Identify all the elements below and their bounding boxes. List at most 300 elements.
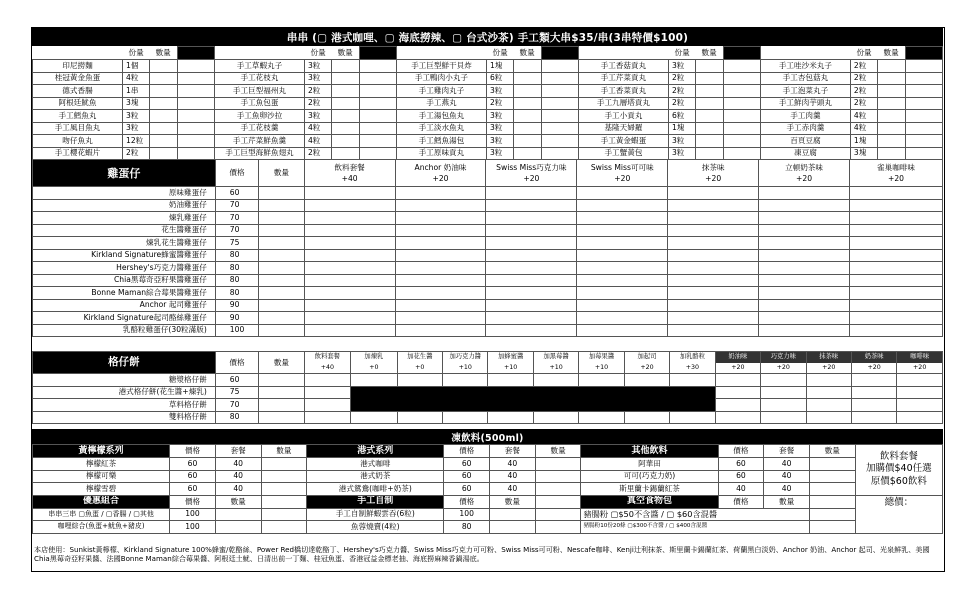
- addon-checkbox[interactable]: [579, 411, 624, 424]
- addon-checkbox[interactable]: [304, 199, 395, 212]
- egg-waffle-item: Anchor 起司雞蛋仔: [33, 299, 216, 312]
- skewer-qty-input[interactable]: [514, 135, 541, 148]
- addon-checkbox[interactable]: [761, 399, 806, 412]
- qty-header: 數量: [261, 445, 307, 458]
- addon-checkbox[interactable]: [761, 374, 806, 387]
- skewer-item-name: 手工魚包蛋: [214, 97, 304, 110]
- addon-checkbox[interactable]: [304, 324, 395, 337]
- set-header: 套餐: [490, 445, 536, 458]
- addon-checkbox[interactable]: [579, 374, 624, 387]
- qty-input[interactable]: [259, 386, 304, 399]
- skewer-item-name: 凍豆腐: [760, 147, 850, 160]
- addon-checkbox[interactable]: [759, 249, 850, 262]
- qty-input[interactable]: [259, 312, 304, 325]
- addon-checkbox[interactable]: [304, 386, 350, 399]
- skewer-qty-input[interactable]: [878, 72, 905, 85]
- skewer-item-name: 基隆天婦羅: [578, 122, 668, 135]
- qty-input[interactable]: [259, 374, 304, 387]
- qty-input[interactable]: [259, 224, 304, 237]
- qty-header: 數量: [764, 495, 810, 508]
- skewer-qty-input[interactable]: [150, 85, 177, 98]
- skewer-blank-cell: [541, 110, 578, 123]
- addon-checkbox[interactable]: [395, 249, 486, 262]
- skewer-qty-input[interactable]: [878, 60, 905, 73]
- skewer-qty-input[interactable]: [878, 110, 905, 123]
- skewer-item-portion: 3塊: [122, 97, 149, 110]
- addon-checkbox[interactable]: [486, 299, 577, 312]
- qty-input[interactable]: [490, 521, 536, 534]
- addon-checkbox[interactable]: [577, 212, 668, 225]
- addon-checkbox[interactable]: [668, 274, 759, 287]
- addon-checkbox[interactable]: [897, 386, 943, 399]
- skewer-item-name: 手工肉羹: [760, 110, 850, 123]
- qty-input[interactable]: [259, 199, 304, 212]
- addon-checkbox[interactable]: [668, 324, 759, 337]
- skewer-qty-input[interactable]: [514, 122, 541, 135]
- qty-input[interactable]: [809, 470, 855, 483]
- addon-price: +10: [458, 363, 472, 371]
- skewer-item-portion: 2粒: [486, 97, 513, 110]
- addon-checkbox[interactable]: [851, 411, 896, 424]
- skewer-qty-input[interactable]: [878, 147, 905, 160]
- skewer-qty-input[interactable]: [332, 97, 359, 110]
- qty-input[interactable]: [259, 249, 304, 262]
- qty-input[interactable]: [259, 274, 304, 287]
- addon-name: 抹茶味: [807, 352, 851, 362]
- addon-checkbox[interactable]: [304, 411, 350, 424]
- skewer-item-portion: 2粒: [304, 97, 331, 110]
- addon-checkbox[interactable]: [759, 274, 850, 287]
- addon-checkbox[interactable]: [395, 199, 486, 212]
- portion-header: 份量: [128, 47, 144, 57]
- addon-checkbox[interactable]: [577, 287, 668, 300]
- skewer-item-name: 手工黃金蝦蛋: [578, 135, 668, 148]
- addon-checkbox[interactable]: [806, 374, 851, 387]
- skewer-qty-input[interactable]: [696, 60, 723, 73]
- addon-checkbox[interactable]: [897, 411, 943, 424]
- addon-checkbox[interactable]: [395, 299, 486, 312]
- addon-checkbox[interactable]: [395, 312, 486, 325]
- qty-input[interactable]: [259, 212, 304, 225]
- addon-checkbox[interactable]: [486, 324, 577, 337]
- skewer-qty-input[interactable]: [878, 122, 905, 135]
- addon-checkbox[interactable]: [577, 237, 668, 250]
- skewer-qty-input[interactable]: [878, 135, 905, 148]
- addon-name: 立頓奶茶味: [785, 163, 824, 172]
- skewer-qty-input[interactable]: [332, 85, 359, 98]
- skewer-blank-cell: [177, 60, 214, 73]
- blank-cell: [535, 508, 581, 521]
- addon-checkbox[interactable]: [577, 299, 668, 312]
- skewer-blank-cell: [905, 72, 942, 85]
- addon-checkbox[interactable]: [851, 374, 896, 387]
- skewer-qty-input[interactable]: [878, 85, 905, 98]
- addon-checkbox[interactable]: [351, 411, 397, 424]
- addon-checkbox[interactable]: [304, 187, 395, 200]
- addon-checkbox[interactable]: [759, 237, 850, 250]
- skewer-item-name: 手工香菇貢丸: [578, 60, 668, 73]
- addon-name: 雀巢咖啡味: [877, 163, 915, 172]
- drink-price: 60: [444, 483, 490, 496]
- skewer-item-name: 手工泡菜丸子: [760, 85, 850, 98]
- addon-checkbox[interactable]: [668, 237, 759, 250]
- skewer-item-name: 手工魚卵沙拉: [214, 110, 304, 123]
- addon-checkbox[interactable]: [668, 199, 759, 212]
- addon-checkbox[interactable]: [577, 262, 668, 275]
- addon-checkbox[interactable]: [304, 399, 350, 412]
- skewer-col-spacer: [760, 47, 850, 60]
- waffle-addon-header: [579, 352, 624, 374]
- egg-waffle-section: [32, 159, 943, 337]
- addon-checkbox[interactable]: [761, 386, 806, 399]
- drink-set-price: 40: [764, 470, 810, 483]
- skewer-qty-input[interactable]: [514, 85, 541, 98]
- addon-checkbox[interactable]: [486, 249, 577, 262]
- addon-checkbox[interactable]: [715, 374, 760, 387]
- grid-waffle-section: [32, 351, 943, 424]
- skewer-qty-input[interactable]: [696, 122, 723, 135]
- addon-checkbox[interactable]: [577, 324, 668, 337]
- skewer-blank-cell: [905, 97, 942, 110]
- addon-checkbox[interactable]: [624, 411, 669, 424]
- drink-group-title: 其他飲料: [581, 445, 718, 458]
- addon-checkbox[interactable]: [577, 199, 668, 212]
- addon-checkbox[interactable]: [304, 287, 395, 300]
- skewer-qty-input[interactable]: [332, 72, 359, 85]
- drink-group-title: 黃檸檬系列: [33, 445, 170, 458]
- skewer-header-fill: [905, 47, 942, 60]
- skewer-blank-cell: [359, 147, 396, 160]
- skewer-item-portion: 4粒: [850, 122, 877, 135]
- addon-price: +0: [369, 363, 379, 371]
- addon-checkbox[interactable]: [486, 224, 577, 237]
- drinks-table: [32, 444, 943, 534]
- addon-checkbox[interactable]: [486, 274, 577, 287]
- skewer-qty-input[interactable]: [150, 122, 177, 135]
- addon-checkbox[interactable]: [850, 187, 943, 200]
- addon-checkbox[interactable]: [304, 249, 395, 262]
- addon-checkbox[interactable]: [304, 299, 395, 312]
- skewer-qty-input[interactable]: [696, 85, 723, 98]
- addon-name: 奶茶味: [852, 352, 896, 362]
- waffle-addon-header: [761, 352, 806, 374]
- blank-cell: [261, 521, 307, 534]
- addon-checkbox[interactable]: [533, 374, 578, 387]
- combo-item: 咖哩綜合(魚蛋+魷魚+豬皮): [33, 521, 170, 534]
- skewer-blank-cell: [541, 122, 578, 135]
- addon-checkbox[interactable]: [850, 199, 943, 212]
- set-note-line: 飲料套餐: [879, 450, 918, 462]
- addon-checkbox[interactable]: [397, 411, 442, 424]
- addon-checkbox[interactable]: [668, 187, 759, 200]
- addon-checkbox[interactable]: [668, 312, 759, 325]
- qty-input[interactable]: [259, 262, 304, 275]
- addon-checkbox[interactable]: [668, 212, 759, 225]
- portion-header: 份量: [856, 47, 872, 57]
- addon-checkbox[interactable]: [668, 224, 759, 237]
- addon-name: 巧克力味: [761, 352, 805, 362]
- skewer-qty-input[interactable]: [696, 110, 723, 123]
- drink-item: 港式鴛鴦(咖啡+奶茶): [307, 483, 444, 496]
- addon-checkbox[interactable]: [850, 324, 943, 337]
- blank-cell: [535, 521, 581, 534]
- addon-checkbox[interactable]: [397, 374, 442, 387]
- qty-input[interactable]: [215, 521, 261, 534]
- addon-name: 飲料套餐: [314, 353, 340, 361]
- egg-waffle-title: 雞蛋仔: [33, 160, 216, 187]
- qty-input[interactable]: [535, 470, 581, 483]
- addon-checkbox[interactable]: [486, 199, 577, 212]
- skewer-blank-cell: [541, 72, 578, 85]
- skewer-blank-cell: [723, 97, 760, 110]
- qty-input[interactable]: [809, 521, 855, 534]
- skewer-qty-input[interactable]: [150, 147, 177, 160]
- egg-waffle-price: 80: [215, 287, 258, 300]
- skewer-item-name: 手工原味貢丸: [396, 147, 486, 160]
- addon-checkbox[interactable]: [850, 212, 943, 225]
- qty-input[interactable]: [259, 299, 304, 312]
- skewer-qty-input[interactable]: [150, 110, 177, 123]
- addon-checkbox[interactable]: [395, 287, 486, 300]
- qty-input[interactable]: [809, 508, 855, 521]
- addon-checkbox[interactable]: [395, 324, 486, 337]
- addon-checkbox[interactable]: [715, 399, 760, 412]
- addon-checkbox[interactable]: [395, 212, 486, 225]
- addon-checkbox[interactable]: [304, 312, 395, 325]
- skewer-item-name: 手工鮮肉芋頭丸: [760, 97, 850, 110]
- addon-checkbox[interactable]: [304, 237, 395, 250]
- skewer-qty-input[interactable]: [332, 147, 359, 160]
- addon-checkbox[interactable]: [668, 249, 759, 262]
- waffle-addon-header: [670, 352, 715, 374]
- addon-checkbox[interactable]: [851, 386, 896, 399]
- qty-header: 數量: [701, 47, 717, 57]
- skewer-qty-input[interactable]: [696, 97, 723, 110]
- skewer-item-name: 手工花枝羹: [214, 122, 304, 135]
- skewer-qty-input[interactable]: [332, 135, 359, 148]
- skewer-header-fill: [723, 47, 760, 60]
- skewer-item-name: 手工哇沙米丸子: [760, 60, 850, 73]
- qty-input[interactable]: [259, 187, 304, 200]
- addon-checkbox[interactable]: [577, 187, 668, 200]
- addon-checkbox[interactable]: [759, 212, 850, 225]
- addon-checkbox[interactable]: [715, 386, 760, 399]
- qty-input[interactable]: [259, 237, 304, 250]
- addon-checkbox[interactable]: [897, 399, 943, 412]
- addon-checkbox[interactable]: [715, 411, 760, 424]
- handmade-item: 魚蓉燒賣(4粒): [307, 521, 444, 534]
- qty-input[interactable]: [259, 287, 304, 300]
- skewer-item-portion: 2粒: [304, 147, 331, 160]
- skewer-item-portion: 4粒: [304, 122, 331, 135]
- addon-checkbox[interactable]: [759, 199, 850, 212]
- addon-checkbox[interactable]: [486, 262, 577, 275]
- addon-checkbox[interactable]: [304, 224, 395, 237]
- skewer-qty-input[interactable]: [332, 122, 359, 135]
- addon-checkbox[interactable]: [533, 411, 578, 424]
- addon-checkbox[interactable]: [577, 224, 668, 237]
- grid-waffle-price: 80: [215, 411, 258, 424]
- skewer-item-portion: 3粒: [304, 72, 331, 85]
- addon-checkbox[interactable]: [668, 262, 759, 275]
- addon-price: +10: [594, 363, 609, 371]
- addon-checkbox[interactable]: [850, 287, 943, 300]
- skewer-qty-input[interactable]: [150, 72, 177, 85]
- skewer-qty-input[interactable]: [696, 147, 723, 160]
- skewer-qty-input[interactable]: [514, 147, 541, 160]
- skewer-item-portion: 2粒: [304, 85, 331, 98]
- qty-input[interactable]: [259, 399, 304, 412]
- addon-checkbox[interactable]: [850, 312, 943, 325]
- addon-checkbox[interactable]: [850, 237, 943, 250]
- waffle-addon-header: [624, 352, 669, 374]
- drink-price: 60: [170, 483, 216, 496]
- addon-checkbox[interactable]: [443, 411, 488, 424]
- skewer-blank-cell: [359, 97, 396, 110]
- qty-input[interactable]: [261, 458, 307, 471]
- skewer-blank-cell: [541, 85, 578, 98]
- skewer-qty-input[interactable]: [150, 60, 177, 73]
- skewer-qty-input[interactable]: [696, 72, 723, 85]
- addon-price: +0: [415, 363, 425, 371]
- qty-input[interactable]: [535, 458, 581, 471]
- handmade-title: 手工自制: [307, 495, 444, 508]
- ingredients-footer: 本店使用：Sunkist黃檸檬、Kirkland Signature 100%蜂蜜/乾酪絲、Power Red橋切達乾酪丁、Hershey's巧克力醬、Swiss Miss巧克力可可粉、Swiss Miss可可粉、Nescafe咖啡、Kenji辻利抹茶、斯里蘭卡錫蘭紅茶、荷蘭黑白淡奶、Anchor 奶油、Anchor 起司、光泉鮮乳、美國Chia黑莓奇亞籽果醬、法國Bonne Maman綜合莓果醬、阿根廷土魷、日清出前一丁麵、桂冠魚蛋、香港冠益金標老抽、海底撈麻辣香鍋湯底。: [34, 545, 930, 563]
- addon-checkbox[interactable]: [395, 187, 486, 200]
- addon-checkbox[interactable]: [850, 274, 943, 287]
- qty-input[interactable]: [259, 324, 304, 337]
- qty-input[interactable]: [809, 483, 855, 496]
- addon-name: Anchor 奶油味: [414, 163, 467, 172]
- order-sheet: [31, 27, 945, 572]
- skewer-qty-input[interactable]: [514, 97, 541, 110]
- addon-checkbox[interactable]: [395, 224, 486, 237]
- unavailable-block: [351, 386, 716, 411]
- skewer-title: 串串 (▢ 港式咖哩、▢ 海底撈辣、▢ 台式沙茶) 手工類大串$35/串(3串特價$100): [32, 28, 943, 46]
- addon-checkbox[interactable]: [486, 312, 577, 325]
- addon-checkbox[interactable]: [395, 262, 486, 275]
- drink-price: 60: [170, 458, 216, 471]
- skewer-item-name: 手工赤肉羹: [760, 122, 850, 135]
- addon-checkbox[interactable]: [761, 411, 806, 424]
- addon-checkbox[interactable]: [759, 262, 850, 275]
- addon-checkbox[interactable]: [806, 399, 851, 412]
- skewer-item-name: 手工淡水魚丸: [396, 122, 486, 135]
- waffle-addon-header: [304, 352, 350, 374]
- skewer-qty-input[interactable]: [514, 60, 541, 73]
- addon-name: 加花生醬: [407, 353, 433, 361]
- qty-input[interactable]: [535, 483, 581, 496]
- egg-waffle-price: 80: [215, 274, 258, 287]
- addon-name: 加莓果醬: [588, 353, 615, 361]
- addon-checkbox[interactable]: [759, 187, 850, 200]
- vacuum-title: 真空食物包: [581, 495, 718, 508]
- skewer-qty-input[interactable]: [878, 97, 905, 110]
- waffle-addon-header: [488, 352, 533, 374]
- addon-checkbox[interactable]: [486, 287, 577, 300]
- skewer-item-portion: 1串: [122, 85, 149, 98]
- skewer-qty-input[interactable]: [150, 135, 177, 148]
- skewer-qty-input[interactable]: [150, 97, 177, 110]
- addon-checkbox[interactable]: [759, 324, 850, 337]
- addon-checkbox[interactable]: [443, 374, 488, 387]
- skewer-item-portion: 1塊: [486, 60, 513, 73]
- addon-checkbox[interactable]: [488, 374, 533, 387]
- addon-checkbox[interactable]: [759, 312, 850, 325]
- addon-checkbox[interactable]: [851, 399, 896, 412]
- egg-waffle-item: Kirkland Signature蜂蜜醬雞蛋仔: [33, 249, 216, 262]
- skewer-item-portion: 2粒: [668, 72, 695, 85]
- skewer-item-name: 手工小貢丸: [578, 110, 668, 123]
- addon-checkbox[interactable]: [759, 287, 850, 300]
- addon-checkbox[interactable]: [395, 274, 486, 287]
- addon-price: +20: [731, 363, 745, 371]
- addon-checkbox[interactable]: [624, 374, 669, 387]
- drink-set-price: 40: [764, 483, 810, 496]
- addon-name: Swiss Miss巧克力味: [496, 163, 567, 172]
- addon-checkbox[interactable]: [304, 374, 350, 387]
- addon-checkbox[interactable]: [759, 224, 850, 237]
- addon-checkbox[interactable]: [577, 274, 668, 287]
- skewer-qty-input[interactable]: [696, 135, 723, 148]
- addon-checkbox[interactable]: [395, 237, 486, 250]
- addon-checkbox[interactable]: [806, 386, 851, 399]
- skewer-blank-cell: [359, 85, 396, 98]
- addon-checkbox[interactable]: [850, 299, 943, 312]
- qty-input[interactable]: [261, 470, 307, 483]
- addon-checkbox[interactable]: [668, 299, 759, 312]
- addon-checkbox[interactable]: [304, 262, 395, 275]
- skewer-qty-input[interactable]: [514, 72, 541, 85]
- addon-checkbox[interactable]: [670, 411, 715, 424]
- qty-input[interactable]: [215, 508, 261, 521]
- addon-checkbox[interactable]: [577, 249, 668, 262]
- egg-waffle-item: 乳酪粒雞蛋仔(30粒滿版): [33, 324, 216, 337]
- qty-input[interactable]: [259, 411, 304, 424]
- drink-price: 60: [170, 470, 216, 483]
- addon-checkbox[interactable]: [759, 299, 850, 312]
- addon-checkbox[interactable]: [304, 274, 395, 287]
- skewer-item-name: 手工芹菜貢丸: [578, 72, 668, 85]
- qty-input[interactable]: [261, 483, 307, 496]
- addon-checkbox[interactable]: [850, 262, 943, 275]
- addon-checkbox[interactable]: [304, 212, 395, 225]
- addon-checkbox[interactable]: [670, 374, 715, 387]
- qty-input[interactable]: [490, 508, 536, 521]
- addon-checkbox[interactable]: [577, 312, 668, 325]
- skewer-item-portion: 3粒: [122, 122, 149, 135]
- addon-checkbox[interactable]: [488, 411, 533, 424]
- addon-checkbox[interactable]: [850, 249, 943, 262]
- skewer-qty-input[interactable]: [332, 60, 359, 73]
- skewer-qty-input[interactable]: [332, 110, 359, 123]
- addon-checkbox[interactable]: [897, 374, 943, 387]
- addon-checkbox[interactable]: [850, 224, 943, 237]
- addon-price: +40: [320, 363, 335, 371]
- drink-item: 可可(巧克力奶): [581, 470, 718, 483]
- addon-checkbox[interactable]: [486, 187, 577, 200]
- addon-checkbox[interactable]: [806, 411, 851, 424]
- addon-checkbox[interactable]: [351, 374, 397, 387]
- addon-checkbox[interactable]: [486, 212, 577, 225]
- skewer-col-spacer: [33, 47, 123, 60]
- addon-checkbox[interactable]: [486, 237, 577, 250]
- egg-waffle-item: 花生醬雞蛋仔: [33, 224, 216, 237]
- skewer-qty-input[interactable]: [514, 110, 541, 123]
- addon-checkbox[interactable]: [668, 287, 759, 300]
- drink-set-price: 40: [764, 458, 810, 471]
- qty-input[interactable]: [809, 458, 855, 471]
